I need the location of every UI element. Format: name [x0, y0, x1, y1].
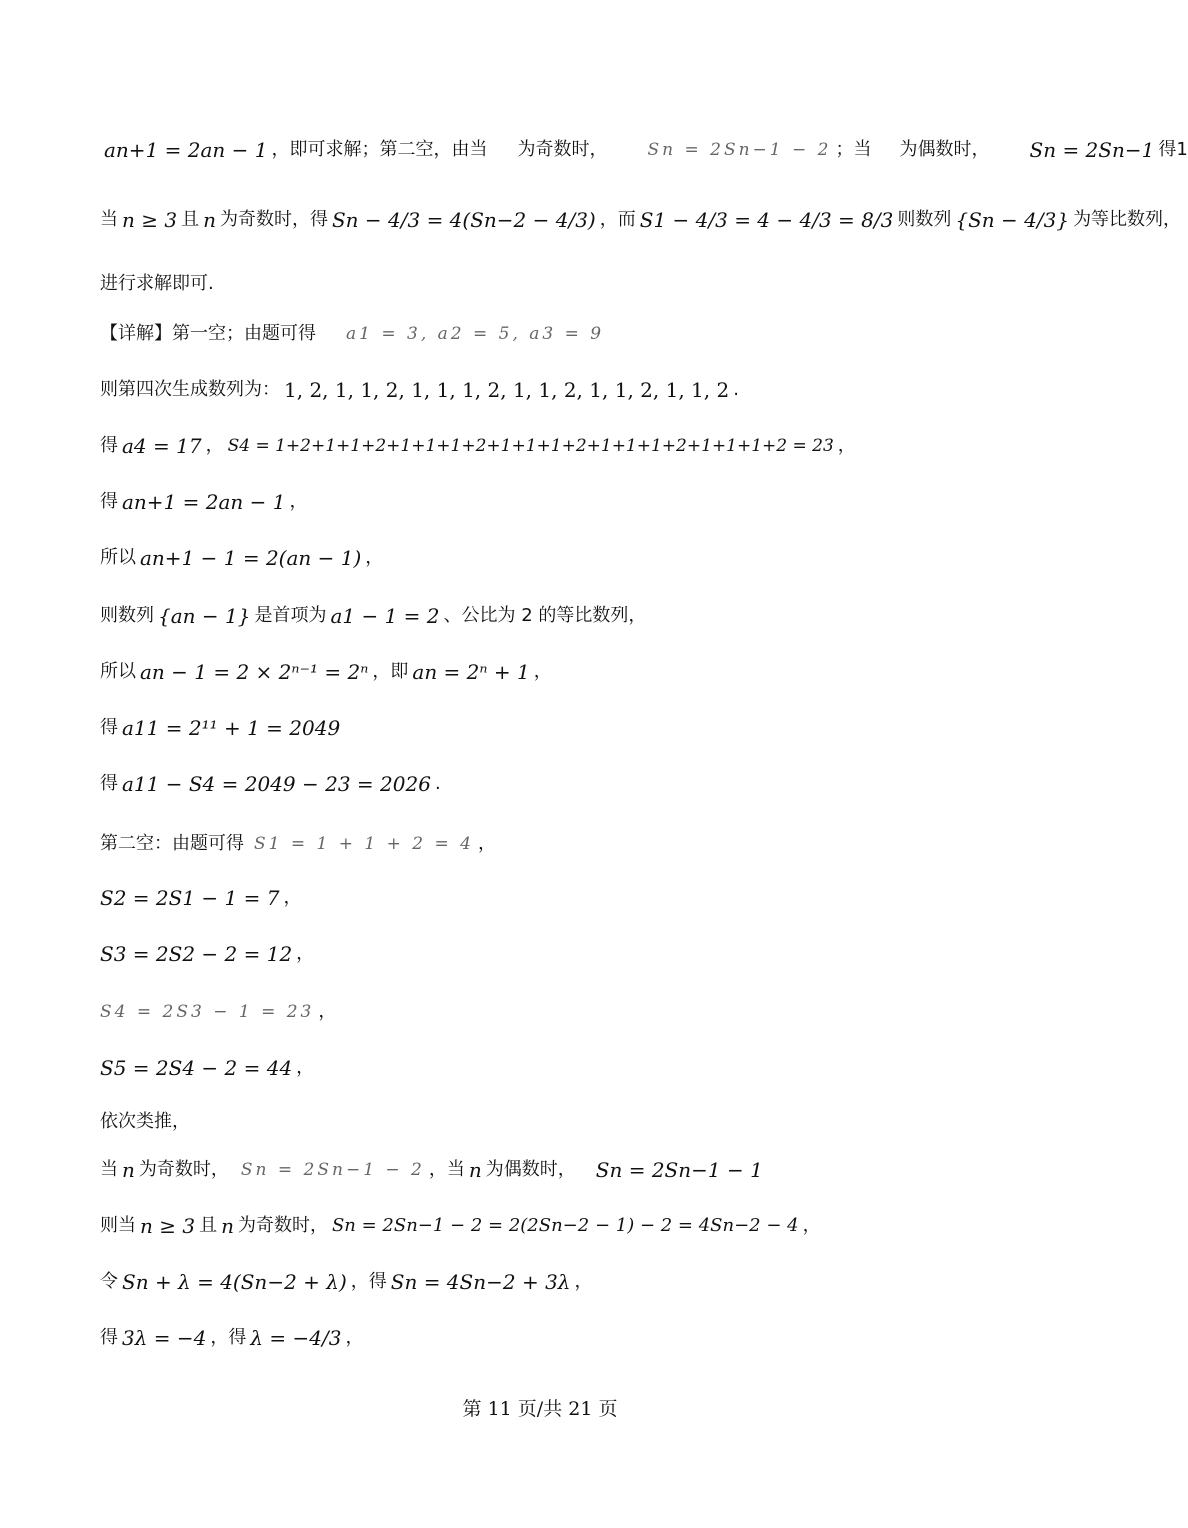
text: ，即: [372, 661, 409, 683]
text: ，: [283, 887, 302, 909]
math: a11 = 2¹¹ + 1 = 2049: [122, 716, 341, 740]
text: 当: [100, 1159, 118, 1181]
math: λ = −4/3: [250, 1326, 342, 1350]
math: S1 = 1 + 1 + 2 = 4: [254, 833, 474, 854]
text: ，: [318, 1001, 337, 1023]
line-7: [100, 482, 980, 522]
math: Sn − 4/3 = 4(Sn−2 − 4/3): [331, 208, 596, 232]
math: Sn = 2Sn−1 − 2: [647, 139, 832, 160]
text: ，: [205, 435, 224, 457]
text: 进行求解即可.: [100, 273, 214, 295]
math: S3 = 2S2 − 2 = 12: [100, 942, 293, 966]
text: 为奇数时，: [138, 1159, 229, 1181]
line-1: [100, 130, 1188, 170]
text: ，: [477, 833, 496, 855]
text: ；当: [835, 139, 872, 161]
page-footer: 第 11 页/共 21 页: [462, 1398, 618, 1420]
text: ，: [533, 661, 552, 683]
text: ，: [296, 943, 315, 965]
math: S4 = 1+2+1+1+2+1+1+1+2+1+1+1+2+1+1+1+2+1+1+1+2 = 23: [227, 435, 834, 456]
math: an+1 − 1 = 2(an − 1): [140, 546, 362, 570]
text: 且: [199, 1215, 218, 1237]
text: ，: [365, 547, 384, 569]
math: {Sn − 4/3}: [955, 208, 1070, 232]
math: Sn = 2Sn−1 − 1: [595, 1158, 763, 1182]
line-22: [100, 1318, 980, 1358]
math: an+1 = 2an − 1: [122, 490, 286, 514]
math: n: [221, 1214, 234, 1238]
text: 、公比为 2 的等比数列，: [443, 605, 647, 627]
line-3: [100, 264, 980, 304]
text: 【详解】第一空；由题可得: [100, 323, 316, 345]
text: 为奇数时，得: [219, 209, 328, 231]
text: ，: [837, 435, 856, 457]
math: a1 − 1 = 2: [330, 604, 440, 628]
text: ，: [296, 1057, 315, 1079]
text: 得1: [1158, 139, 1188, 161]
line-18: [100, 1102, 980, 1142]
text: 当: [100, 209, 118, 231]
line-4: [100, 314, 980, 354]
text: 则数列: [897, 209, 952, 231]
text: 且: [181, 209, 200, 231]
line-9: [100, 596, 980, 636]
line-14: [100, 878, 980, 918]
line-13: [100, 824, 980, 864]
text: ，得: [350, 1271, 387, 1293]
text: 为奇数时，: [237, 1215, 328, 1237]
math: Sn = 4Sn−2 + 3λ: [390, 1270, 571, 1294]
math: Sn = 2Sn−1 − 2: [240, 1159, 425, 1180]
line-15: [100, 934, 980, 974]
line-20: [100, 1206, 980, 1246]
line-6: [100, 426, 980, 466]
text: ，: [289, 491, 308, 513]
math: an+1 = 2an − 1: [104, 138, 268, 162]
text: 得: [100, 1327, 118, 1349]
text: ，即可求解；第二空，由当: [271, 139, 488, 161]
text: 第二空：由题可得: [100, 833, 244, 855]
text: 所以: [100, 661, 136, 683]
text: 为偶数时，: [899, 139, 990, 161]
line-12: [100, 764, 980, 804]
line-2: [100, 200, 1182, 240]
math: S1 − 4/3 = 4 − 4/3 = 8/3: [639, 208, 894, 232]
text: 得: [100, 435, 118, 457]
text: 得: [100, 491, 118, 513]
text: 则数列: [100, 605, 154, 627]
line-8: [100, 538, 980, 578]
text: 所以: [100, 547, 136, 569]
text: ，: [574, 1271, 593, 1293]
math: n: [203, 208, 216, 232]
text: ，: [345, 1327, 364, 1349]
math: a11 − S4 = 2049 − 23 = 2026: [122, 772, 431, 796]
math: an − 1 = 2 × 2ⁿ⁻¹ = 2ⁿ: [140, 660, 369, 684]
text: ，: [802, 1215, 821, 1237]
text: .: [733, 379, 739, 401]
text: 依次类推，: [100, 1111, 190, 1133]
math: an = 2ⁿ + 1: [412, 660, 530, 684]
math: a1 = 3, a2 = 5, a3 = 9: [346, 323, 605, 344]
text: ，当: [428, 1159, 465, 1181]
math: S4 = 2S3 − 1 = 23: [100, 1001, 315, 1022]
text: 得: [100, 717, 118, 739]
line-5: [100, 370, 980, 410]
math: a4 = 17: [122, 434, 202, 458]
math: n ≥ 3: [122, 208, 178, 232]
text: 得: [100, 773, 118, 795]
line-19: [100, 1150, 980, 1190]
text: 为偶数时，: [485, 1159, 576, 1181]
text: .: [434, 773, 441, 795]
math: n: [122, 1158, 135, 1182]
text: ，得: [210, 1327, 247, 1349]
math: S5 = 2S4 − 2 = 44: [100, 1056, 293, 1080]
math: Sn = 2Sn−1: [1029, 138, 1155, 162]
math: 3λ = −4: [122, 1326, 207, 1350]
text: 为等比数列，: [1073, 209, 1182, 231]
math: n ≥ 3: [140, 1214, 196, 1238]
math: n: [468, 1158, 482, 1182]
line-11: [100, 708, 980, 748]
math: S2 = 2S1 − 1 = 7: [100, 886, 280, 910]
math: Sn = 2Sn−1 − 2 = 2(2Sn−2 − 1) − 2 = 4Sn−2 − 4: [331, 1215, 799, 1237]
text: 则第四次生成数列为：: [100, 379, 280, 401]
text: 令: [100, 1271, 118, 1293]
math: Sn + λ = 4(Sn−2 + λ): [122, 1270, 347, 1294]
line-16: [100, 992, 980, 1032]
math: 1, 2, 1, 1, 2, 1, 1, 1, 2, 1, 1, 2, 1, 1, 2, 1, 1, 2: [284, 378, 730, 402]
text: 为奇数时，: [517, 139, 608, 161]
line-17: [100, 1048, 980, 1088]
text: 是首项为: [254, 605, 327, 627]
line-21: [100, 1262, 980, 1302]
math: {an − 1}: [158, 604, 251, 628]
line-10: [100, 652, 980, 692]
text: 则当: [100, 1215, 136, 1237]
text: ，而: [599, 209, 636, 231]
